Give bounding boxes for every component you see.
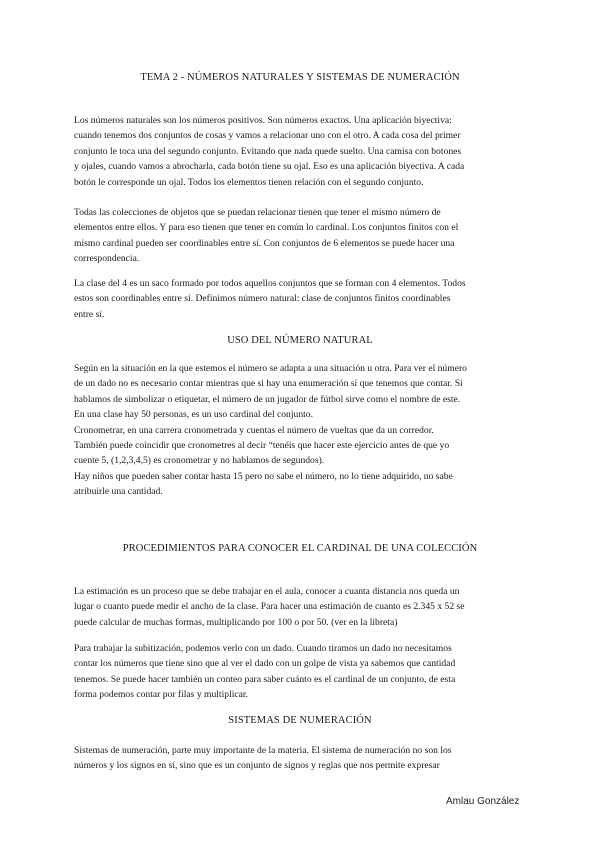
text-line: Según en la situación en la que estemos el número se adapta a una situación u otra. Para ver el número <box>74 363 467 374</box>
paragraph-clase-del-4 <box>74 276 534 322</box>
paragraph-estimacion <box>74 584 534 630</box>
section-heading-uso: USO DEL NÚMERO NATURAL <box>227 335 373 346</box>
text-line: Cronometrar, en una carrera cronometrada y cuentas el número de vueltas que da un corredor. <box>74 424 434 436</box>
section-heading-procedimientos: PROCEDIMIENTOS PARA CONOCER EL CARDINAL DE UNA COLECCIÓN <box>122 543 478 554</box>
text-line: La estimación es un proceso que se debe trabajar en el aula, conocer a cuanta distancia nos queda un <box>74 586 460 597</box>
text-line: conjunto le toca una del segundo conjunto. Evitando que nada quede suelto. Una camisa con botones <box>74 145 462 157</box>
footer-author: Amlau González <box>446 796 520 807</box>
text-line: cuente 5, (1,2,3,4,5) es cronometrar y no hablamos de segundos). <box>74 455 325 467</box>
text-line: mismo cardinal pueden ser coordinables entre sí. Con conjuntos de 6 elementos se puede hacer una <box>74 237 455 249</box>
text-line: lugar o cuanto puede medir el ancho de la clase. Para hacer una estimación de cuanto es 2.345 x 52 se <box>74 601 465 613</box>
text-line: números y los signos en sí, sino que es un conjunto de signos y reglas que nos permite expresar <box>74 760 440 772</box>
text-line: tenemos. Se puede hacer también un conteo para saber cuánto es el cardinal de un conjunto, de esta <box>74 673 456 685</box>
text-line: atribuirle una cantidad. <box>74 486 163 498</box>
text-line: Para trabajar la subitización, podemos verlo con un dado. Cuando tiramos un dado no necesitamos <box>74 643 452 654</box>
text-line: elementos entre ellos. Y para eso tienen que tener en común lo cardinal. Los conjuntos finitos con el <box>74 222 459 234</box>
text-line: forma podemos contar por filas y multiplicar. <box>74 689 248 701</box>
paragraph-colecciones <box>74 205 534 267</box>
text-line: estos son coordinables entre sí. Definimos número natural: clase de conjuntos finitos coordinables <box>74 293 451 305</box>
text-line: y ojales, cuando vamos a abrocharla, cada botón tiene su ojal. Eso es una aplicación biyectiva. A cada <box>74 161 465 173</box>
text-line: hablamos de simbolizar o etiquetar, el número de un jugador de fútbol sirve como el nombre de este. <box>74 393 461 405</box>
text-line: puede calcular de muchas formas, multiplicando por 100 o por 50. (ver en la libreta) <box>74 616 398 628</box>
text-line: contar los números que tiene sino que al ver el dado con un golpe de vista ya sabemos que cantidad <box>74 658 456 670</box>
text-line: En una clase hay 50 personas, es un uso cardinal del conjunto. <box>74 409 313 421</box>
text-line: Todas las colecciones de objetos que se puedan relacionar tienen que tener el mismo número de <box>74 207 441 218</box>
text-line: Sistemas de numeración, parte muy importante de la materia. El sistema de numeración no son los <box>74 745 452 756</box>
text-line: correspondencia. <box>74 253 140 265</box>
text-line: de un dado no es necesario contar mientras que si hay una enumeración sí que tenemos que contar. Si <box>74 378 463 390</box>
text-line: entre sí. <box>74 308 105 320</box>
text-line: También puede coincidir que cronometres al decir “tenéis que hacer este ejercicio antes de que yo <box>74 440 450 452</box>
text-line: La clase del 4 es un saco formado por todos aquellos conjuntos que se forman con 4 elementos. Todos <box>74 278 466 289</box>
paragraph-uso <box>74 361 534 500</box>
section-heading-sistemas: SISTEMAS DE NUMERACIÓN <box>228 715 372 726</box>
paragraph-subitizacion <box>74 641 534 703</box>
text-line: cuando tenemos dos conjuntos de cosas y vamos a relacionar uno con el otro. A cada cosa del primer <box>74 130 461 142</box>
text-line: Hay niños que pueden saber contar hasta 15 pero no sabe el número, no lo tiene adquirido, no sabe <box>74 470 453 482</box>
text-line: botón le corresponde un ojal. Todos los elementos tienen relación con el segundo conjunto. <box>74 176 424 188</box>
page-title: TEMA 2 - NÚMEROS NATURALES Y SISTEMAS DE NUMERACIÓN <box>140 72 460 83</box>
paragraph-biyectiva <box>74 113 534 190</box>
text-line: Los números naturales son los números positivos. Son números exactos. Una aplicación biyectiva: <box>74 115 452 126</box>
paragraph-sistemas <box>74 743 534 774</box>
